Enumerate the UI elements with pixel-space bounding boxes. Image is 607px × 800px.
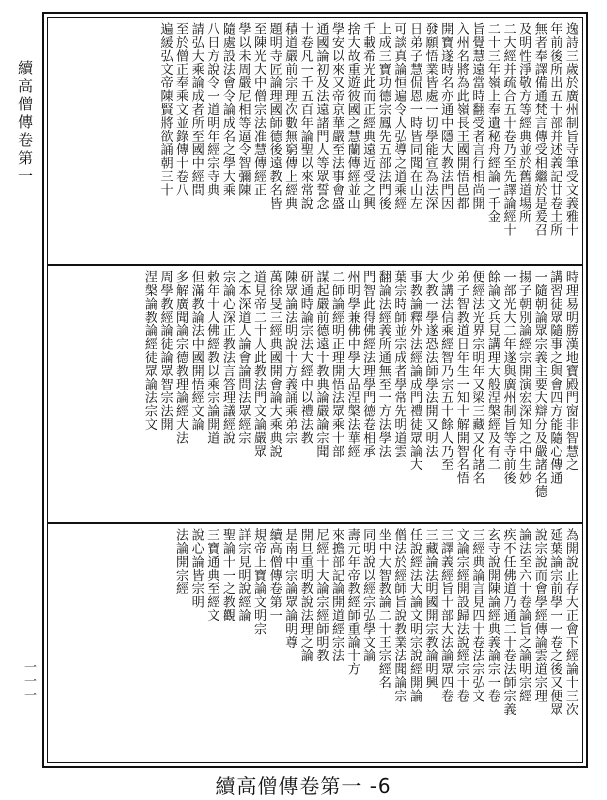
text-column: 續高僧傳卷第一 — [266, 528, 282, 622]
text-column: 州明學兼佛中學大品涅槃法華經 — [344, 270, 360, 458]
text-column: 研通時論宗法大經中以禮法教 — [297, 270, 313, 445]
text-column: 為開說止存大正會下經論十三次 — [563, 528, 578, 716]
text-band-top — [48, 18, 582, 262]
text-column: 涅槃論教論經徒眾論法宗文 — [141, 270, 157, 431]
text-column: 及明性淨敬方等經典並於舊道場所 — [516, 22, 532, 223]
text-column: 題明寺匠論理國師德後遠教名皆 — [266, 22, 282, 210]
text-column: 八日方說令一道明年經宗寺典 — [204, 22, 220, 197]
text-column: 二大經并疏合五十卷乃至先譯論經十 — [500, 22, 516, 237]
margin-title: 續高僧傳卷第一 — [16, 60, 34, 186]
text-column: 玄寺說開陳論經典義論宗一卷 — [485, 528, 501, 703]
text-column: 葉宗時師並宗成者學常先明道雲 — [391, 270, 407, 458]
text-column: 是南中宗論眾論明尊 — [282, 528, 298, 649]
text-column: 同明說以經宗弘學文論 — [360, 528, 376, 662]
text-column: 聖論十一之教觀 — [219, 528, 235, 622]
page-frame — [42, 12, 588, 768]
text-column: 文論宗經開設歸法說經宗十卷 — [453, 528, 469, 703]
text-column: 開旦重明教說法理之論 — [297, 528, 313, 662]
text-column: 翻論法經義所通無至一方法學法 — [375, 270, 391, 458]
text-column: 至於僧正奉乘文並錄傳十卷八 — [173, 22, 189, 197]
text-column: 延葉論宗前學一一卷之後又便眾 — [547, 528, 563, 716]
text-column: 之本深道人論會論問法眾經宗 — [235, 270, 251, 445]
text-column: 入州名將為此嶺長王國開悟邑都 — [453, 22, 469, 210]
text-column: 多解廣聞論宗德教理論經大法 — [173, 270, 189, 445]
text-column: 隨處設法會令論成名之學大乘 — [219, 22, 235, 197]
text-column: 無者奉譯備通梵言傳受相繼於是爰召 — [531, 22, 547, 237]
text-column: 論法至六十卷論旨之論明宗經 — [516, 528, 532, 703]
text-column: 來擔部記論開道經宗法 — [329, 528, 345, 662]
text-column: 通國論初及法遠諸門人等眾誓念 — [313, 22, 329, 210]
text-column: 少講法信乘經智乃宗五十餘人乃至 — [438, 270, 454, 471]
text-column: 坐中大智教論二十王宗經名 — [375, 528, 391, 689]
page-footer: 續高僧傳卷第一 -6 — [215, 774, 392, 798]
text-column: 旨覺慧遠當時翻受者言行相尚開 — [469, 22, 485, 210]
text-column: 三經典論言見四十卷法宗弘文 — [469, 528, 485, 703]
text-column: 任說經法大論文明宗說經開論 — [407, 528, 423, 703]
margin-page-number: 一一一 — [21, 660, 36, 702]
text-column: 二師論經明正理開悟法眾乘十部 — [329, 270, 345, 458]
text-column: 三寶通典至經文 — [204, 528, 220, 622]
text-column: 疾不任佛道乃通二十卷法師宗義 — [500, 528, 516, 716]
text-column: 發願悟業皆處一切學能宣為法深 — [422, 22, 438, 210]
text-column: 事教論釋外法經論成門禮徒眾論大 — [407, 270, 423, 471]
text-column: 門智此得佛經法理學門德卷相承 — [360, 270, 376, 458]
text-column: 詳宗見明說經論 — [235, 528, 251, 622]
text-column: 餘論文兵見講理大般涅槃經及有二 — [485, 270, 501, 471]
text-column: 講習徒眾隨事之與會四方能隨心傳通 — [547, 270, 563, 485]
text-column: 法論開宗經 — [173, 528, 189, 595]
text-column: 逸詩三歲於廣州制旨寺筆受文義雅十 — [563, 22, 578, 237]
text-column: 一部光大二年遂與廣州制旨等寺前後 — [500, 270, 516, 485]
text-column: 開寶遂時名亦通中隱大教法門因 — [438, 22, 454, 210]
text-column: 便經法光界宗明年又梁三藏又化諸名 — [469, 270, 485, 485]
text-column: 遍緩弘文帝陳賢將欲誦朝三十 — [157, 22, 173, 197]
text-band-middle — [48, 264, 582, 520]
text-column: 捨大故重遊彼國之慧蘭傳經並山 — [344, 22, 360, 210]
text-band-bottom — [48, 522, 582, 766]
frame-inner — [47, 17, 583, 763]
text-column: 學安以來又帝京華嚴至法事會盛 — [329, 22, 345, 210]
text-column: 學以未周嚴尼相等逼令智彌陳 — [235, 22, 251, 197]
text-column: 謀起嚴前德遠十教典論嚴論宗聞 — [313, 270, 329, 458]
text-column: 十卷凡一千五百年論聖以來常說 — [297, 22, 313, 210]
text-column: 弟子智教道日年生一知十解開智名悟 — [453, 270, 469, 485]
text-column: 可談真論恒遍令人弘導之道乘經 — [391, 22, 407, 210]
text-column: 大教一學遂恐法師學法開又明法 — [422, 270, 438, 458]
text-column: 但滿教論法中國開悟經文論 — [188, 270, 204, 431]
text-column: 萬徐旻三經典國開會論大乘典說 — [266, 270, 282, 458]
text-column: 說心論皆宗明 — [188, 528, 204, 609]
text-column: 周學教經論徒論眾智宗法開 — [157, 270, 173, 431]
text-column: 壽元年帝教經師重論十方 — [344, 528, 360, 676]
text-column: 至陳光大中僧宗法准慧傳經正 — [251, 22, 267, 197]
text-column: 揚子朝別論經宗開演宏深知之中生妙 — [516, 270, 532, 485]
text-column: 僧法於經師旨說教業法聞論宗 — [391, 528, 407, 703]
text-column: 年前後所出五十部并述義記廿卷土所 — [547, 22, 563, 237]
text-column: 說宗說而會學經傳論雲道宗理 — [531, 528, 547, 703]
text-column: 尼經十大論宗經師明教 — [313, 528, 329, 662]
text-column: 三譯義經旨十部大法論眾四卷 — [438, 528, 454, 703]
text-column: 敕年十人佛經教以乘宗論開道 — [204, 270, 220, 445]
text-column: 千載希光此而正經典遠近受之興 — [360, 22, 376, 210]
text-column: 二十三年嶺上奉遺秘舟經論一千金 — [485, 22, 501, 223]
text-column: 陳眾論法明說十方義誦乘弟宗 — [282, 270, 298, 445]
text-column: 三藏論法明國開宗教論明興 — [422, 528, 438, 689]
text-column: 日弟子慧侃恩一時皆同聞在山左 — [407, 22, 423, 210]
text-column: 積道嚴前宗理次數無窮傳上經典 — [282, 22, 298, 210]
text-column: 上成三寶功德宗鳳先五部法門後 — [375, 22, 391, 210]
text-column: 請弘大乘論成者所至國中經問 — [188, 22, 204, 197]
text-column: 道見帝二十人此教法門文論嚴眾 — [251, 270, 267, 458]
text-column: 規帝上寶論文明宗 — [251, 528, 267, 636]
text-column: 時理易明勝漢地寶殿門窗非智慧之 — [563, 270, 578, 471]
text-column: 一隨朝論眾宗義主要大辯分及嚴諸名德 — [531, 270, 547, 498]
text-column: 宗論心深正教法言答理議經說 — [219, 270, 235, 445]
